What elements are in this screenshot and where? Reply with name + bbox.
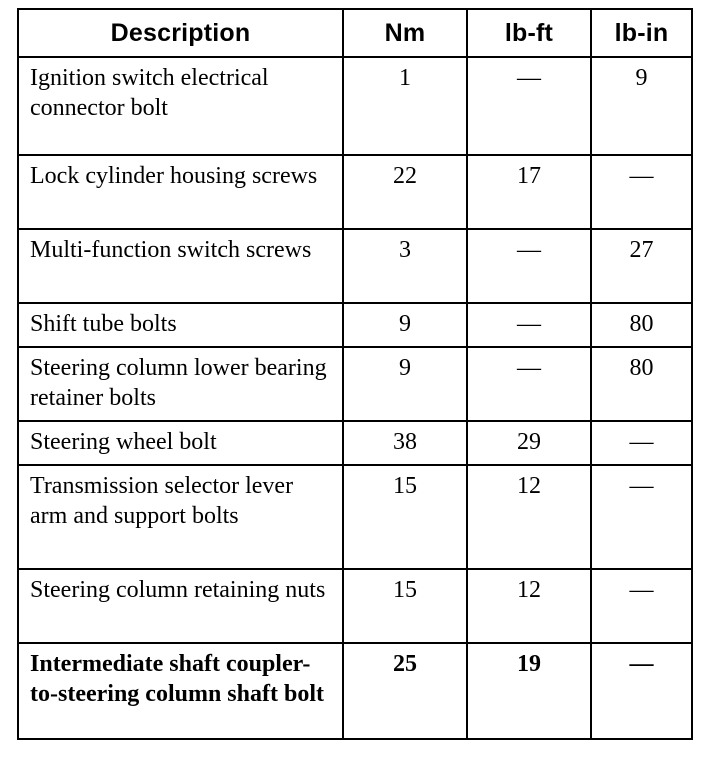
row-lb-in: 80 (591, 303, 692, 347)
row-nm: 15 (343, 465, 467, 569)
row-description: Shift tube bolts (18, 303, 343, 347)
row-lb-ft: — (467, 229, 591, 303)
header-row (18, 9, 692, 57)
row-lb-ft: 29 (467, 421, 591, 465)
row-lb-in: — (591, 569, 692, 643)
row-description: Intermediate shaft coupler-to-steering column shaft bolt (18, 643, 343, 739)
row-lb-ft: 17 (467, 155, 591, 229)
row-description: Multi-function switch screws (18, 229, 343, 303)
row-lb-ft: — (467, 303, 591, 347)
table-row (18, 347, 692, 421)
table-row (18, 303, 692, 347)
row-lb-in: — (591, 643, 692, 739)
table-row (18, 57, 692, 155)
row-nm: 3 (343, 229, 467, 303)
row-nm: 9 (343, 303, 467, 347)
table-row (18, 421, 692, 465)
row-lb-ft: 12 (467, 465, 591, 569)
torque-spec-table (17, 8, 693, 740)
row-lb-in: — (591, 155, 692, 229)
header-nm: Nm (343, 9, 467, 57)
row-lb-in: 80 (591, 347, 692, 421)
row-description: Steering wheel bolt (18, 421, 343, 465)
table-row (18, 569, 692, 643)
table-row (18, 155, 692, 229)
row-description: Steering column lower bearing retainer bolts (18, 347, 343, 421)
header-description: Description (18, 9, 343, 57)
row-description: Lock cylinder housing screws (18, 155, 343, 229)
row-nm: 22 (343, 155, 467, 229)
header-lb-ft: lb-ft (467, 9, 591, 57)
row-lb-ft: 12 (467, 569, 591, 643)
row-description: Steering column retaining nuts (18, 569, 343, 643)
row-nm: 1 (343, 57, 467, 155)
row-lb-ft: — (467, 347, 591, 421)
row-lb-in: — (591, 465, 692, 569)
row-nm: 15 (343, 569, 467, 643)
header-lb-in: lb-in (591, 9, 692, 57)
row-lb-in: 27 (591, 229, 692, 303)
row-nm: 38 (343, 421, 467, 465)
row-description: Ignition switch electrical connector bolt (18, 57, 343, 155)
row-description: Transmission selector lever arm and support bolts (18, 465, 343, 569)
row-lb-ft: — (467, 57, 591, 155)
table-row (18, 643, 692, 739)
row-nm: 25 (343, 643, 467, 739)
row-nm: 9 (343, 347, 467, 421)
row-lb-in: — (591, 421, 692, 465)
table-row (18, 229, 692, 303)
row-lb-ft: 19 (467, 643, 591, 739)
table-row (18, 465, 692, 569)
row-lb-in: 9 (591, 57, 692, 155)
